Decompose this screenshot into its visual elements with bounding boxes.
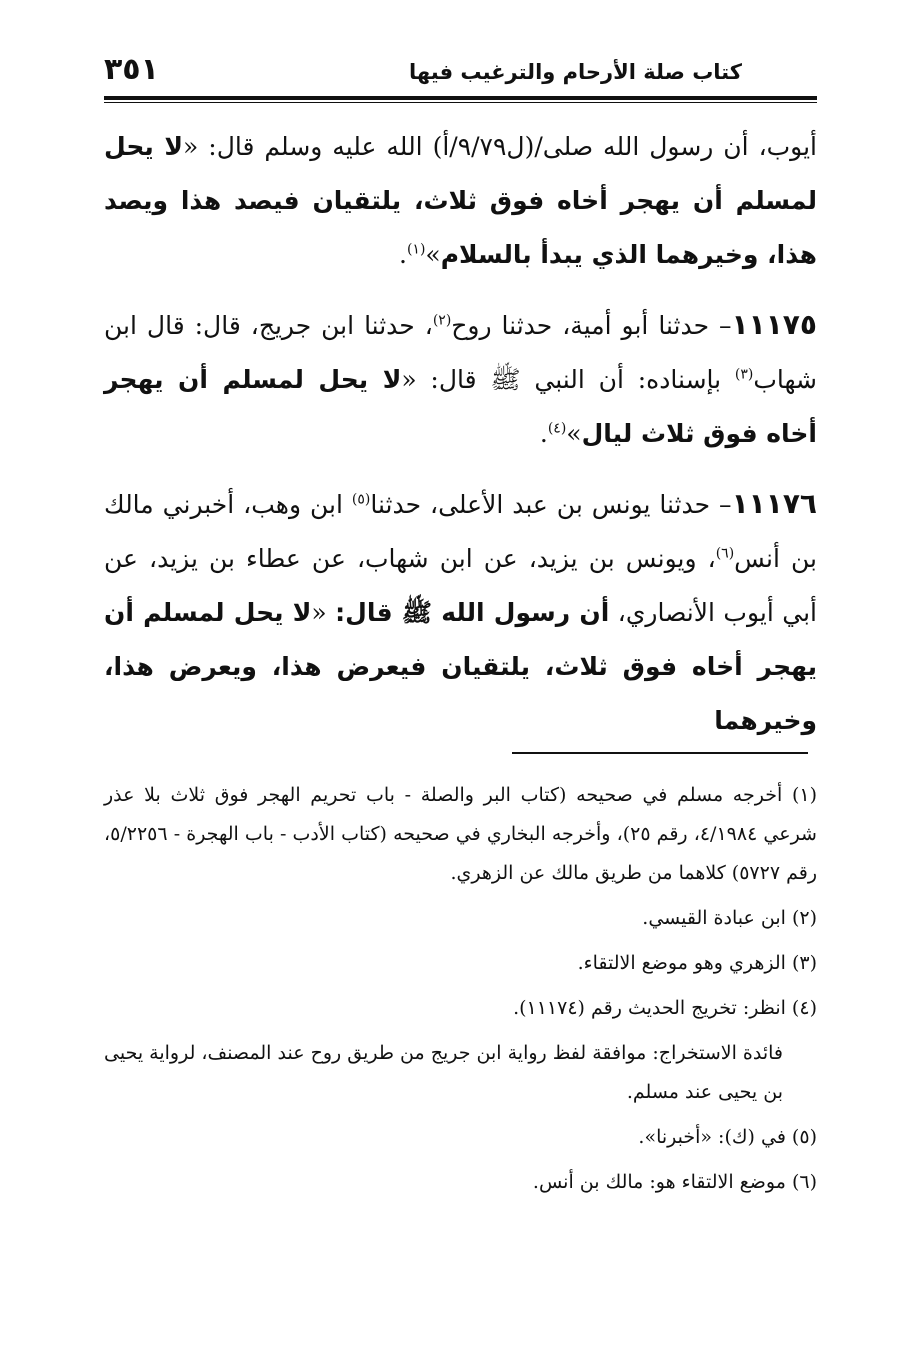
hadith-intro: أن رسول الله ﷺ قال: (335, 598, 610, 627)
footnote-5: (٥) في (ك): «أخبرنا». (638, 1126, 817, 1148)
main-text (104, 120, 817, 764)
footnote-ref: (٣) (734, 366, 754, 383)
text-run: ابن وهب، أخبرني مالك بن أنس (104, 490, 817, 573)
text-run: . (399, 240, 407, 269)
running-title: كتاب صلة الأرحام والترغيب فيها (409, 60, 742, 84)
footnote-ref: (٦) (715, 545, 735, 562)
footnotes (104, 776, 817, 1208)
footnote-ref: (١) (406, 241, 426, 258)
hadith-text: لا يحل لمسلم أن يهجر أخاه فوق ثلاث، يلتقيان فيعرض هذا، ويعرض هذا، وخيرهما (104, 598, 817, 735)
page-header (104, 52, 817, 96)
hadith-text: لا يحل لمسلم أن يهجر أخاه فوق ثلاث ليال (104, 365, 817, 448)
text-run: – حدثنا يونس بن عبد الأعلى، حدثنا (370, 490, 732, 519)
footnote-ref: (٢) (432, 312, 452, 329)
text-run: – حدثنا أبو أمية، حدثنا روح (451, 311, 732, 340)
hadith-text: لا يحل لمسلم أن يهجر أخاه فوق ثلاث، يلتقيان فيصد هذا ويصد هذا، وخيرهما الذي يبدأ بالسلام (104, 132, 817, 269)
footnote-separator (512, 752, 808, 754)
paragraph-1 (104, 120, 817, 282)
footnote-ref: (٤) (547, 420, 567, 437)
hadith-number: ١١١٧٥ (731, 308, 817, 341)
paragraph-3 (104, 477, 817, 748)
text-run: بإسناده: أن النبي ﷺ قال: « (401, 365, 735, 394)
footnote-4: (٤) انظر: تخريج الحديث رقم (١١١٧٤). (513, 997, 817, 1019)
header-rule-thin (104, 102, 817, 103)
footnote-1: (١) أخرجه مسلم في صحيحه (كتاب البر والصلة - باب تحريم الهجر فوق ثلاث بلا عذر شرعي ٤/١٩٨٤، رقم ٢٥)، وأخرجه البخاري في صحيحه (كتاب الأدب - باب الهجرة - ٥/٢٢٥٦، رقم ٥٧٢٧) كلاهما من طريق مالك عن الزهري. (104, 784, 817, 884)
footnote-2: (٢) ابن عبادة القيسي. (642, 907, 817, 929)
header-rule-thick (104, 96, 817, 100)
text-run: أيوب، أن رسول الله صلى/(ل٩/٧٩/أ) الله عليه وسلم قال: « (183, 132, 817, 161)
text-run: ، حدثنا ابن جريج، قال: قال ابن شهاب (104, 311, 817, 394)
text-run: « (311, 598, 336, 627)
text-run: ، ويونس بن يزيد، عن ابن شهاب، عن عطاء بن يزيد، عن أبي أيوب الأنصاري، (104, 544, 817, 627)
footnote-ref: (٥) (351, 491, 371, 508)
footnote-4-note: فائدة الاستخراج: موافقة لفظ رواية ابن جريج من طريق روح عند المصنف، لرواية يحيى بن يحيى عند مسلم. (104, 1042, 783, 1103)
footnote-6: (٦) موضع الالتقاء هو: مالك بن أنس. (532, 1171, 817, 1193)
text-run: » (425, 240, 441, 269)
text-run: . (539, 419, 548, 448)
text-run: » (566, 419, 582, 448)
page-number: ٣٥١ (104, 52, 159, 87)
hadith-number: ١١١٧٦ (731, 487, 818, 520)
paragraph-2 (104, 298, 817, 461)
footnote-3: (٣) الزهري وهو موضع الالتقاء. (577, 952, 817, 974)
